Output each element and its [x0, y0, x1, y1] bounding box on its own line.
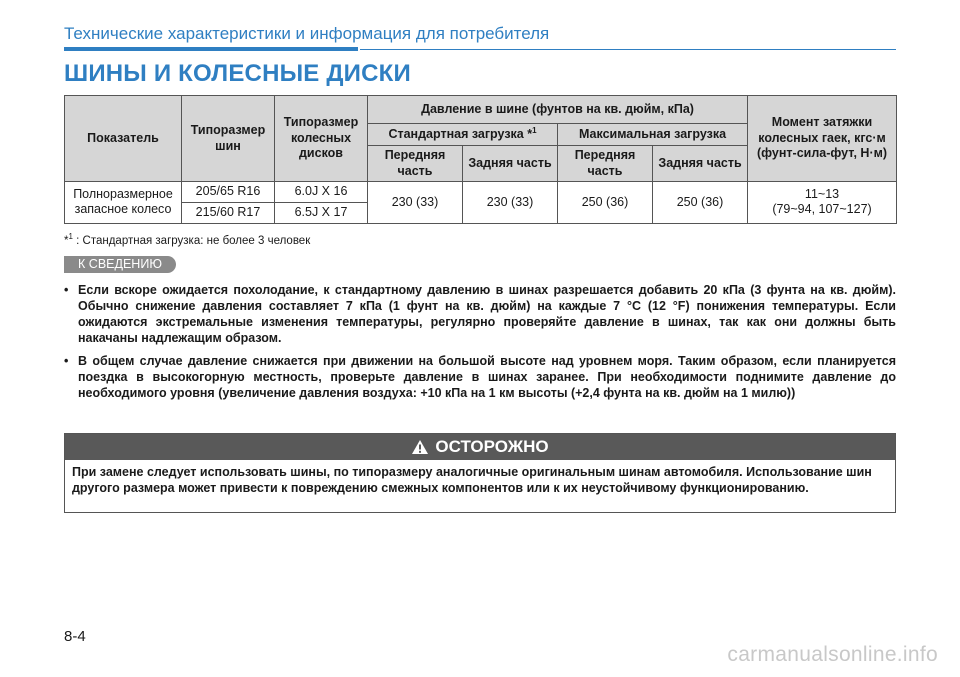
- page-number: 8-4: [64, 628, 86, 645]
- list-item: • Если вскоре ожидается похолодание, к стандартному давлению в шинах разрешается добавить 20 кПа (3 фунта на кв. дюйм). Обычно снижение давления составляет 7 кПа (1 фунт на кв. дюйм) на каждые 7 °C (12 °F) понижения температуры. Если ожидаются экстремальные изменения температуры, регулярно проверяйте давление в шинах, так как они должны быть накачаны надлежащим образом.: [64, 283, 896, 345]
- cell-tire-size: 215/60 R17: [182, 202, 275, 223]
- col-header-torque: Момент затяжки колесных гаек, кгс·м (фунт-сила-фут, Н·м): [748, 96, 897, 182]
- caution-header: [65, 434, 895, 460]
- cell-torque: 11~13 (79~94, 107~127): [748, 182, 897, 223]
- cell-std-rear: 230 (33): [463, 182, 558, 223]
- cell-std-front: 230 (33): [368, 182, 463, 223]
- footnote: *$^1$ : Стандартная загрузка: не более 3 человек: [64, 232, 311, 247]
- list-item: • В общем случае давление снижается при движении на большой высоте над уровнем моря. Таким образом, если планируется поездка в высокогорную местность, проверьте давление в шинах заранее. При необходимости поднимите давление до необходимого уровня (увеличение давления воздуха: +10 кПа на 1 км высоты (+2,4 фунта на кв. дюйм на 1 милю)): [64, 354, 896, 400]
- caution-box: [64, 433, 896, 513]
- header-accent-bar: [64, 47, 358, 51]
- cell-rim-size: 6.0J X 16: [275, 182, 368, 203]
- info-notes: [64, 282, 896, 408]
- warning-triangle-icon: [411, 439, 429, 455]
- col-header-tire-size: Типоразмер шин: [182, 96, 275, 182]
- cell-tire-size: 205/65 R16: [182, 182, 275, 203]
- col-header-max-front: Передняя часть: [558, 146, 653, 182]
- cell-rim-size: 6.5J X 17: [275, 202, 368, 223]
- cell-max-front: 250 (36): [558, 182, 653, 223]
- col-header-standard-load: Стандартная загрузка *$^1$: [368, 124, 558, 146]
- col-header-max-rear: Задняя часть: [653, 146, 748, 182]
- col-header-std-rear: Задняя часть: [463, 146, 558, 182]
- col-header-max-load: Максимальная загрузка: [558, 124, 748, 146]
- caution-text: При замене следует использовать шины, по типоразмеру аналогичные оригинальным шинам автомобиля. Использование шин другого размера может привести к повреждению смежных компонентов или к их неустойчивому функционированию.: [72, 465, 872, 496]
- caution-title: ОСТОРОЖНО: [435, 437, 549, 456]
- tire-spec-table: [64, 95, 897, 224]
- section-title: ШИНЫ И КОЛЕСНЫЕ ДИСКИ: [64, 60, 411, 87]
- col-header-std-front: Передняя часть: [368, 146, 463, 182]
- row-label-spare-wheel: Полноразмерное запасное колесо: [65, 182, 182, 223]
- watermark: carmanualsonline.info: [727, 643, 938, 666]
- header-title: Технические характеристики и информация для потребителя: [64, 24, 550, 43]
- col-header-item: Показатель: [65, 96, 182, 182]
- header-rule: [360, 49, 896, 50]
- col-header-rim-size: Типоразмер колесных дисков: [275, 96, 368, 182]
- cell-max-rear: 250 (36): [653, 182, 748, 223]
- info-badge: К СВЕДЕНИЮ: [64, 256, 176, 273]
- col-header-pressure: Давление в шине (фунтов на кв. дюйм, кПа): [368, 96, 748, 124]
